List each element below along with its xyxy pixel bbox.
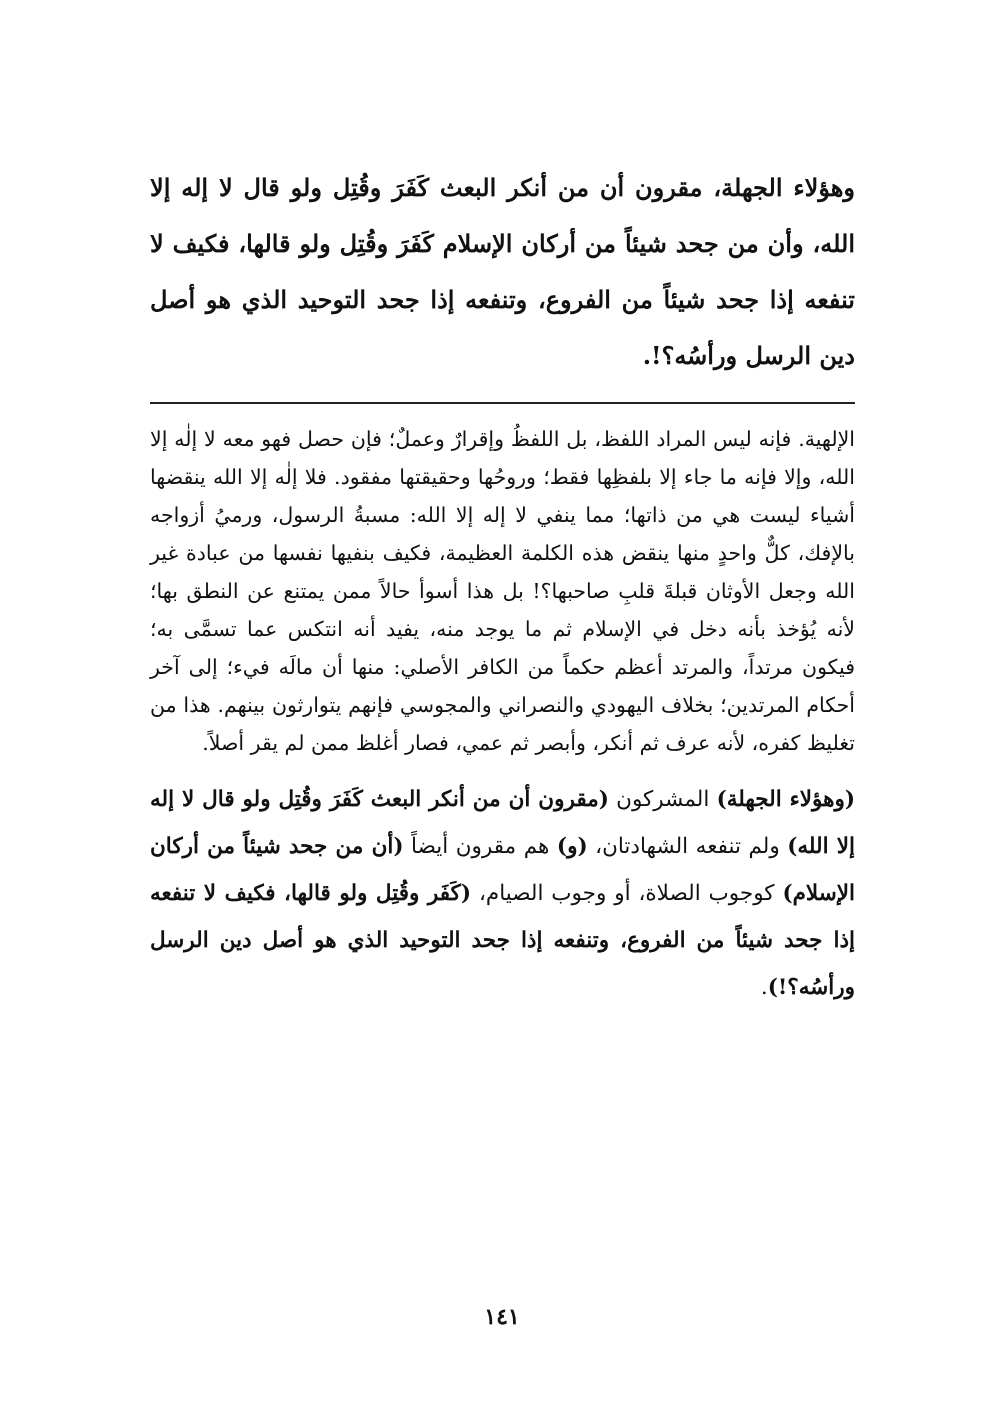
page-body: [150, 160, 855, 1011]
commentary-block: [150, 776, 855, 1011]
commentary-paragraph: [150, 776, 855, 1011]
commentary-text: ولم تنفعه الشهادتان،: [587, 834, 788, 859]
footnote-paragraph: الإلهية. فإنه ليس المراد اللفظ، بل اللفظُ وإقرارٌ وعملٌ؛ فإن حصل فهو معه لا إلٰه إلا الله، وإلا فإنه ما جاء إلا بلفظِها فقط؛ وروحُها وحقيقتها مفقود. فلا إلٰه إلا الله ينقضها أشياء ليست هي من ذاتها؛ مما ينفي لا إله إلا الله: مسبةُ الرسول، ورميُ أزواجه بالإفك، كلٌّ واحدٍ منها ينقض هذه الكلمة العظيمة، فكيف بنفيها نفسها من عبادة غير الله وجعل الأوثان قبلةَ قلبِ صاحبها؟! بل هذا أسوأ حالاً ممن يمتنع عن النطق بها؛ لأنه يُؤخذ بأنه دخل في الإسلام ثم ما يوجد منه، يفيد أنه انتكس عما تسمَّى به؛ فيكون مرتداً، والمرتد أعظم حكماً من الكافر الأصلي: منها أن مالَه فيء؛ إلى آخر أحكام المرتدين؛ بخلاف اليهودي والنصراني والمجوسي فإنهم يتوارثون بينهم. هذا من تغليظ كفره، لأنه عرف ثم أنكر، وأبصر ثم عمي، فصار أغلظ ممن لم يقر أصلاً.: [150, 427, 855, 755]
quoted-text: (مقرون أن من أنكر البعث كَفَرَ وقُتِل ولو قال لا إله إلا الله): [150, 787, 855, 859]
main-text-block: [150, 160, 855, 384]
page-number: ١٤١: [484, 1304, 520, 1330]
quoted-text: (و): [556, 834, 588, 859]
main-text-paragraph: وهؤلاء الجهلة، مقرون أن من أنكر البعث كَفَرَ وقُتِل ولو قال لا إله إلا الله، وأن من جحد شيئاً من أركان الإسلام كَفَرَ وقُتِل ولو قالها، فكيف لا تنفعه إذا جحد شيئاً من الفروع، وتنفعه إذا جحد التوحيد الذي هو أصل دين الرسل ورأسُه؟!.: [150, 173, 855, 370]
quoted-text: (كَفَر وقُتِل ولو قالها، فكيف لا تنفعه إذا جحد شيئاً من الفروع، وتنفعه إذا جحد التوحيد الذي هو أصل دين الرسل ورأسُه؟!): [150, 881, 855, 1000]
quoted-text: (وهؤلاء الجهلة): [716, 787, 856, 812]
footnote-block: [150, 420, 855, 762]
commentary-text: كوجوب الصلاة، أو وجوب الصيام،: [471, 881, 783, 906]
footnote-separator-line: [150, 402, 855, 404]
quoted-text: (أن من جحد شيئاً من أركان الإسلام): [150, 834, 855, 906]
commentary-text: هم مقرون أيضاً: [403, 834, 557, 859]
commentary-text: المشركون: [608, 787, 717, 812]
commentary-text: .: [760, 975, 768, 1000]
